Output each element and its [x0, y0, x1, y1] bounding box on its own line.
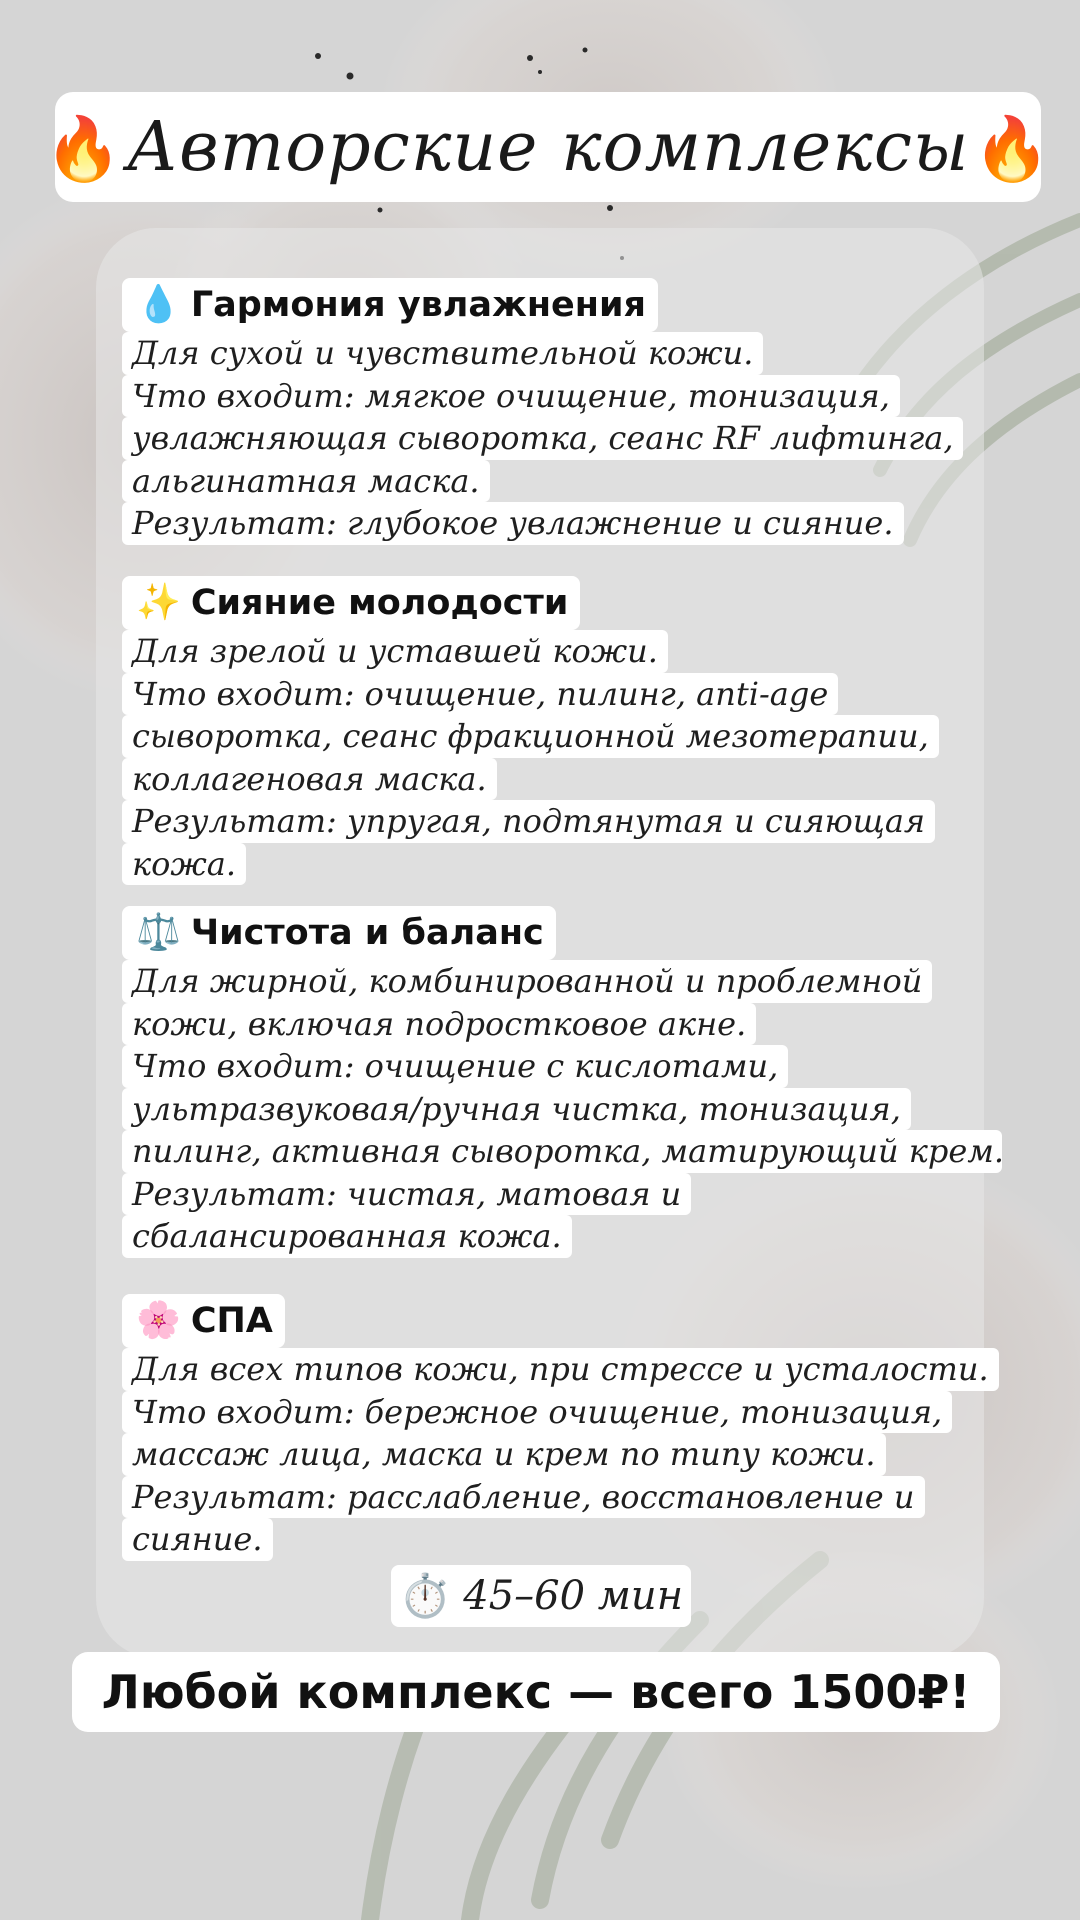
section-line: Что входит: мягкое очищение, тонизация, — [122, 375, 900, 418]
fire-icon: 🔥 — [973, 111, 1052, 185]
price-text: Любой комплекс — всего 1500₽! — [101, 1665, 971, 1719]
section-line: Для сухой и чувствительной кожи. — [122, 332, 763, 375]
section-line: Для зрелой и уставшей кожи. — [122, 630, 668, 673]
duration-text: 45–60 мин — [463, 1573, 684, 1619]
section-heading: 🌸 СПА — [122, 1294, 285, 1348]
section-heading: ✨ Сияние молодости — [122, 576, 580, 630]
price-banner — [72, 1652, 1000, 1732]
scales-icon: ⚖️ — [136, 912, 181, 953]
duration-badge — [391, 1565, 691, 1627]
section-line: пилинг, активная сыворотка, матирующий крем. — [122, 1130, 1002, 1173]
section-line: кожа. — [122, 843, 246, 886]
section-line: кожи, включая подростковое акне. — [122, 1003, 756, 1046]
section-line: сбалансированная кожа. — [122, 1215, 572, 1258]
section-line: Результат: расслабление, восстановление и — [122, 1476, 925, 1519]
section-line: массаж лица, маска и крем по типу кожи. — [122, 1433, 886, 1476]
section-line: Результат: чистая, матовая и — [122, 1173, 691, 1216]
section-line: сияние. — [122, 1518, 273, 1561]
droplet-icon: 💧 — [136, 284, 181, 325]
section-line: Что входит: очищение с кислотами, — [122, 1045, 788, 1088]
page-title — [44, 92, 1052, 202]
section-balance — [122, 906, 1005, 1258]
section-youth — [122, 576, 1002, 885]
stopwatch-icon: ⏱️ — [398, 1571, 452, 1620]
section-line: ультразвуковая/ручная чистка, тонизация, — [122, 1088, 911, 1131]
section-harmony — [122, 278, 1002, 545]
section-heading: ⚖️ Чистота и баланс — [122, 906, 556, 960]
section-line: увлажняющая сыворотка, сеанс RF лифтинга, — [122, 417, 963, 460]
section-line: Для всех типов кожи, при стрессе и усталости. — [122, 1348, 999, 1391]
fire-icon: 🔥 — [44, 111, 123, 185]
section-line: Результат: глубокое увлажнение и сияние. — [122, 502, 904, 545]
section-line: Результат: упругая, подтянутая и сияющая — [122, 800, 935, 843]
section-line: Что входит: очищение, пилинг, anti-age — [122, 673, 838, 716]
section-spa — [122, 1294, 1002, 1561]
cherry-blossom-icon: 🌸 — [136, 1300, 181, 1341]
section-line: Для жирной, комбинированной и проблемной — [122, 960, 932, 1003]
section-heading: 💧 Гармония увлажнения — [122, 278, 658, 332]
page-title-text: Авторские комплексы — [126, 107, 970, 187]
section-line: сыворотка, сеанс фракционной мезотерапии, — [122, 715, 939, 758]
section-line: коллагеновая маска. — [122, 758, 497, 801]
sparkles-icon: ✨ — [136, 582, 181, 623]
section-line: Что входит: бережное очищение, тонизация, — [122, 1391, 952, 1434]
section-line: альгинатная маска. — [122, 460, 490, 503]
